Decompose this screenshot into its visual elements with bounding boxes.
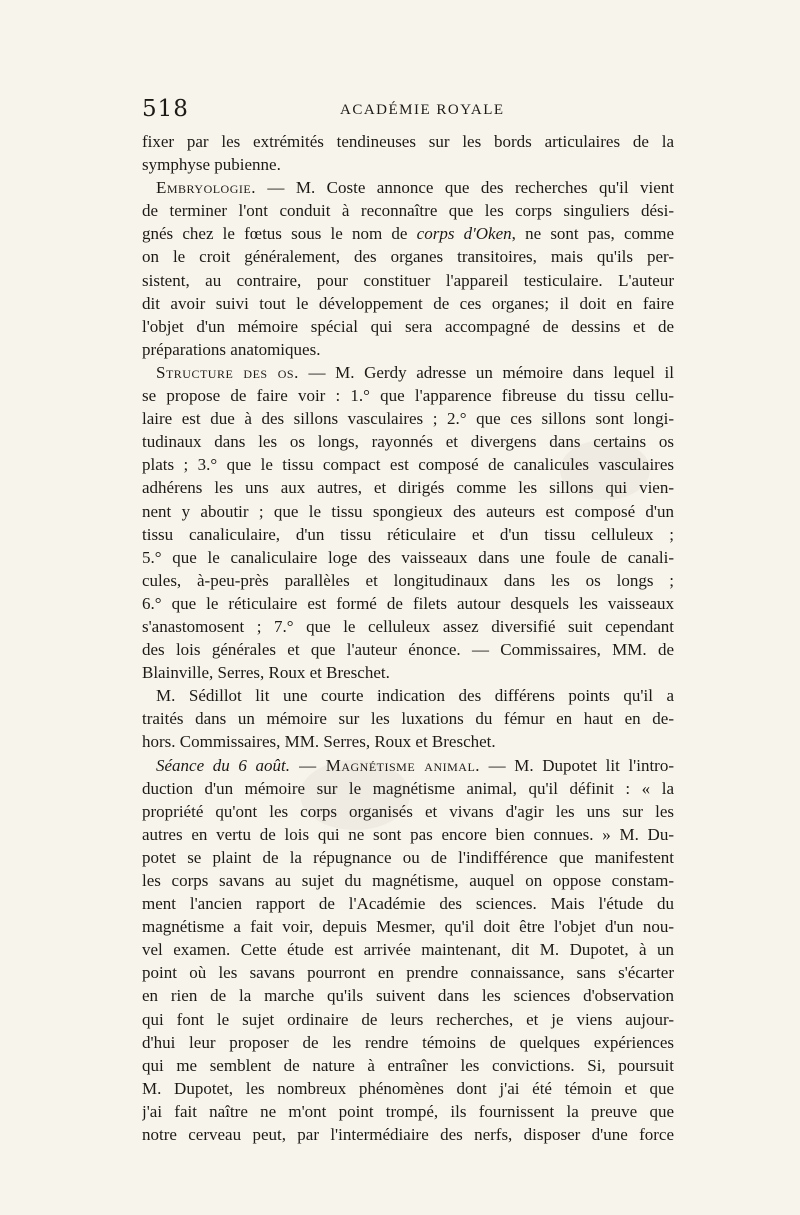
line-text: fixer par les extrémités tendineuses sur les bords articulaires de la [142, 132, 674, 151]
line-text: tissu canaliculaire, d'un tissu réticulaire et d'un tissu celluleux ; [142, 524, 674, 544]
line-text: j'ai fait naître ne m'ont point trompé, ils fournissent la preuve que [142, 1101, 674, 1121]
text-line [142, 915, 674, 938]
line-text: plats ; 3.° que le tissu compact est composé de canalicules vasculaires [142, 455, 674, 475]
text-line [142, 1100, 674, 1123]
text-line [142, 546, 674, 569]
line-text: l'objet d'un mémoire spécial qui sera accompagné de dessins et de [142, 316, 674, 336]
text-line [142, 707, 674, 730]
text-line [142, 453, 674, 476]
text-line [142, 800, 674, 823]
line-text: ment l'ancien rapport de l'Académie des sciences. Mais l'étude du [142, 894, 674, 914]
text-line [142, 869, 674, 892]
text-line [142, 638, 674, 661]
line-text: gnés chez le fœtus sous le nom de [142, 224, 417, 244]
line-text: qui me semblent de nature à entraîner les convictions. Si, poursuit [142, 1055, 674, 1075]
line-text: des lois générales et que l'auteur énonce. — Commissaires, MM. de [142, 640, 674, 660]
line-text: — M. Coste annonce que des recherches qu'il vient [255, 178, 674, 198]
text-line [142, 569, 674, 592]
body-text [142, 130, 674, 1146]
line-text: traités dans un mémoire sur les luxations du fémur en haut en de- [142, 709, 674, 729]
line-text: duction d'un mémoire sur le magnétisme animal, qu'il définit : « la [142, 778, 674, 798]
text-line [142, 315, 674, 338]
text-line [142, 984, 674, 1007]
italic-term: corps d'Oken [416, 224, 512, 244]
text-line [142, 938, 674, 961]
text-line [142, 245, 674, 268]
text-line [142, 222, 674, 245]
line-text: — M. Dupotet lit l'intro- [480, 755, 674, 775]
text-line [142, 615, 674, 638]
line-text: tudinaux dans les os longs, rayonnés et divergens dans certains os [142, 432, 674, 452]
text-line [142, 523, 674, 546]
text-line [142, 846, 674, 869]
text-line [142, 684, 674, 707]
line-text: 5.° que le canaliculaire loge des vaisseaux dans une foule de canali- [142, 547, 674, 567]
text-line [142, 1077, 674, 1100]
line-text: notre cerveau peut, par l'intermédiaire des nerfs, disposer d'une force [142, 1125, 674, 1145]
line-text: magnétisme a fait voir, depuis Mesmer, qu'il doit être l'objet d'un nou- [142, 917, 674, 937]
page-number: 518 [142, 96, 189, 122]
line-text: symphyse pubienne. [142, 155, 281, 175]
line-text: cules, à-peu-près parallèles et longitudinaux dans les os longs ; [142, 570, 674, 590]
text-line [142, 823, 674, 846]
line-text: hors. Commissaires, MM. Serres, Roux et Breschet. [142, 732, 496, 752]
line-text: M. Sédillot lit une courte indication des différens points qu'il a [156, 686, 674, 706]
line-text: Blainville, Serres, Roux et Breschet. [142, 663, 390, 683]
text-line [142, 500, 674, 523]
text-line [142, 269, 674, 292]
line-text: dit avoir suivi tout le développement de ces organes; il doit en faire [142, 293, 674, 313]
text-line [142, 754, 674, 777]
line-text: sistent, au contraire, pour constituer l'appareil testiculaire. L'auteur [142, 270, 674, 290]
line-text: laire est due à des sillons vasculaires ; 2.° que ces sillons sont longi- [142, 409, 674, 429]
session-date: Séance du 6 août. [156, 755, 290, 775]
section-heading: — Magnétisme animal. [289, 755, 481, 775]
line-text: vel examen. Cette étude est arrivée maintenant, dit M. Dupotet, à un [142, 940, 674, 960]
running-head: ACADÉMIE ROYALE [340, 102, 505, 118]
text-line [142, 777, 674, 800]
text-line [142, 476, 674, 499]
text-line [142, 176, 674, 199]
line-text: préparations anatomiques. [142, 339, 321, 359]
text-line [142, 892, 674, 915]
line-text: nent y aboutir ; que le tissu spongieux des auteurs est composé d'un [142, 501, 674, 521]
text-line [142, 199, 674, 222]
section-heading: Structure des os. [156, 362, 299, 382]
text-line [142, 407, 674, 430]
line-text: qui font le sujet ordinaire de leurs recherches, et je viens aujour- [142, 1009, 674, 1029]
line-text: potet se plaint de la répugnance ou de l'indifférence que manifestent [142, 847, 674, 867]
text-line [142, 592, 674, 615]
text-line [142, 338, 674, 361]
text-line [142, 430, 674, 453]
line-text: s'anastomosent ; 7.° que le celluleux assez diversifié suit cependant [142, 616, 674, 636]
text-line [142, 361, 674, 384]
line-text-continued: , ne sont pas, comme [511, 224, 674, 244]
text-line [142, 1031, 674, 1054]
text-line [142, 130, 674, 153]
line-text: M. Dupotet, les nombreux phénomènes dont j'ai été témoin et que [142, 1078, 674, 1098]
text-line [142, 730, 674, 753]
line-text: on le croit généralement, des organes transitoires, mais qu'ils per- [142, 247, 674, 267]
line-text: — M. Gerdy adresse un mémoire dans lequel il [298, 362, 674, 382]
line-text: d'hui leur proposer de les rendre témoins de quelques expériences [142, 1032, 674, 1052]
text-line [142, 661, 674, 684]
line-text: se propose de faire voir : 1.° que l'apparence fibreuse du tissu cellu- [142, 386, 674, 406]
line-text: adhérens les uns aux autres, et dirigés comme les sillons qui vien- [142, 478, 674, 498]
line-text: point où les savans pourront en prendre connaissance, sans s'écarter [142, 963, 674, 983]
line-text: autres en vertu de lois qui ne sont pas encore bien connues. » M. Du- [142, 824, 674, 844]
line-text: en rien de la marche qu'ils suivent dans les sciences d'observation [142, 986, 674, 1006]
line-text: 6.° que le réticulaire est formé de filets autour desquels les vaisseaux [142, 593, 674, 613]
section-heading: Embryologie. [156, 178, 256, 198]
text-line [142, 1123, 674, 1146]
line-text: les corps savans au sujet du magnétisme, auquel on oppose constam- [142, 871, 674, 890]
text-line [142, 1008, 674, 1031]
line-text: propriété qu'ont les corps organisés et vivans d'agir les uns sur les [142, 801, 674, 821]
text-line [142, 292, 674, 315]
text-line [142, 384, 674, 407]
line-text: de terminer l'ont conduit à reconnaître que les corps singuliers dési- [142, 201, 674, 221]
text-line [142, 153, 674, 176]
text-line [142, 961, 674, 984]
text-line [142, 1054, 674, 1077]
page-header [142, 96, 674, 126]
